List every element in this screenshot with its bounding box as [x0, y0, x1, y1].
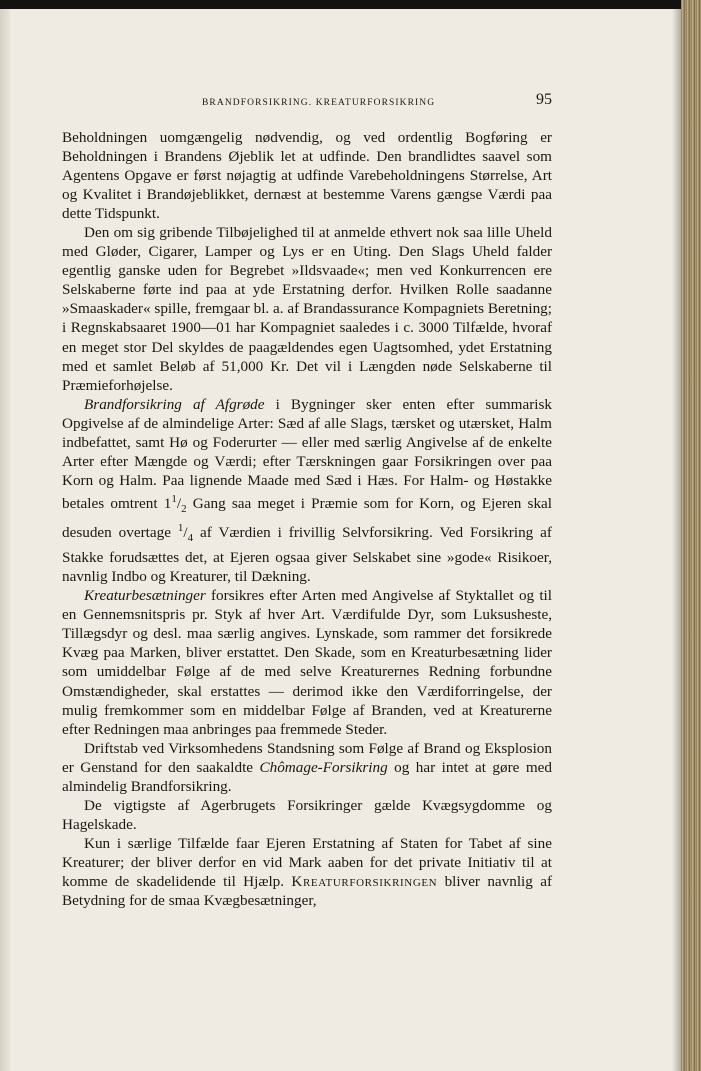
paragraph-5-text-b: og har intet at gøre med almindelig Brandforsikring.	[62, 758, 552, 795]
italic-term-chomage: Chômage-Forsikring	[259, 758, 388, 776]
fraction-quarter: $^1/_4$	[177, 522, 194, 545]
paragraph-5-text-a: Driftstab ved Virksomhedens Standsning som Følge af Brand og Eksplosion er Genstand for den saakaldte	[62, 739, 552, 776]
italic-term-crop-insurance: Brandforsikring af Afgrøde	[84, 395, 265, 413]
paragraph-1: Beholdningen uomgængelig nødvendig, og ved ordentlig Bogføring er Beholdningen i Brandens Øjeblik let at udfinde. Den brandlidtes saavel som Agentens Opgave er først nøjagtig at udfinde Varebeholdningens Størrelse, Art og Kvalitet i Brandøjeblikket, dernæst at bestemme Varens gængse Værdi paa dette Tidspunkt.	[62, 129, 552, 223]
paragraph-6: De vigtigste af Agerbrugets Forsikringer gælde Kvægsygdomme og Hagelskade.	[62, 796, 552, 833]
page-number: 95	[536, 91, 552, 108]
smallcaps-term-livestock-insurance: Kreaturforsikringen	[291, 872, 438, 890]
body-text	[62, 128, 552, 910]
italic-term-livestock: Kreaturbesætninger	[84, 587, 206, 605]
paragraph-4-text: forsikres efter Arten med Angivelse af Styktallet og til en Gennemsnitspris pr. Styk af hver Art. Værdifulde Dyr, som Luksusheste, Tillægsdyr og desl. maa særlig angives. Lynskade, som rammer det forsikrede Kvæg paa Marken, bliver erstattet. Den Skade, som en Kreaturbesætning lider som umiddelbar Følge af de med selve Kreaturernes Redning forbundne Omstændigheder, skal erstattes — derimod ikke den Værdiforringelse, der mulig fremkommer som en middelbar Følge af Branden, ved at Kreaturerne efter Redningen maa anbringes paa fremmede Steder.	[62, 587, 552, 738]
book-fore-edge	[681, 0, 701, 1071]
paragraph-4	[62, 586, 552, 738]
scan-top-edge	[0, 0, 701, 9]
running-title: BRANDFORSIKRING. KREATURFORSIKRING	[202, 98, 436, 108]
paragraph-3-text-c: af Værdien i frivillig Selvforsikring. Ved Forsikring af Stakke forudsættes det, at Ejeren ogsaa giver Selskabet sine »gode« Risikoer, navnlig Indbo og Kreaturer, til Dækning.	[62, 524, 552, 586]
paragraph-3-text-a: i Bygninger sker enten efter summarisk Opgivelse af de almindelige Arter: Sæd af alle Slags, tærsket og utærsket, Halm indbefattet, samt Hø og Foderurter — eller med særlig Angivelse af de enkelte Arter efter Mængde og Værdi; efter Tærskningen gaar Forsikringen over paa Korn og Halm. Paa lignende Maade med Sæd i Hæs. For Halm- og Høstakke betales omtrent	[62, 395, 552, 512]
paragraph-3	[62, 395, 552, 587]
paragraph-5	[62, 739, 552, 796]
page-gutter	[0, 9, 10, 1071]
paragraph-3-text-b: Gang saa meget i Præmie som for Korn, og Ejeren skal desuden overtage	[62, 494, 553, 542]
fraction-one-and-half: $1^1/_2$	[163, 492, 187, 515]
page-edge-shadow	[672, 9, 681, 1071]
paragraph-2: Den om sig gribende Tilbøjelighed til at anmelde ethvert nok saa lille Uheld med Gløder, Cigarer, Lamper og Lys er en Uting. Den Slags Uheld falder egentlig ganske uden for Begrebet »Ildsvaade«; men ved Konkurrencen ere Selskaberne førte ind paa at yde Erstatning derfor. Hvilken Rolle saadanne »Smaaskader« spille, fremgaar bl. a. af Brandassurance Kompagniets Beretning; i Regnskabsaaret 1900—01 har Kompagniet saaledes i c. 3000 Tilfælde, hvoraf en meget stor Del skyldes de paagældendes egen Uagtsomhed, ydet Erstatning med et samlet Beløb af 51,000 Kr. Det vil i Længden nøde Selskaberne til Præmieforhøjelse.	[62, 224, 552, 394]
paragraph-7	[62, 834, 552, 910]
paragraph-7-text-b: bliver navnlig af Betydning for de smaa Kvægbesætninger,	[62, 872, 552, 910]
paragraph-7-text-a: Kun i særlige Tilfælde faar Ejeren Erstatning af Staten for Tabet af sine Kreaturer; der bliver derfor en vid Mark aaben for det private Initiativ til at komme de skadelidende til Hjælp.	[62, 834, 552, 890]
page-header	[62, 88, 552, 118]
